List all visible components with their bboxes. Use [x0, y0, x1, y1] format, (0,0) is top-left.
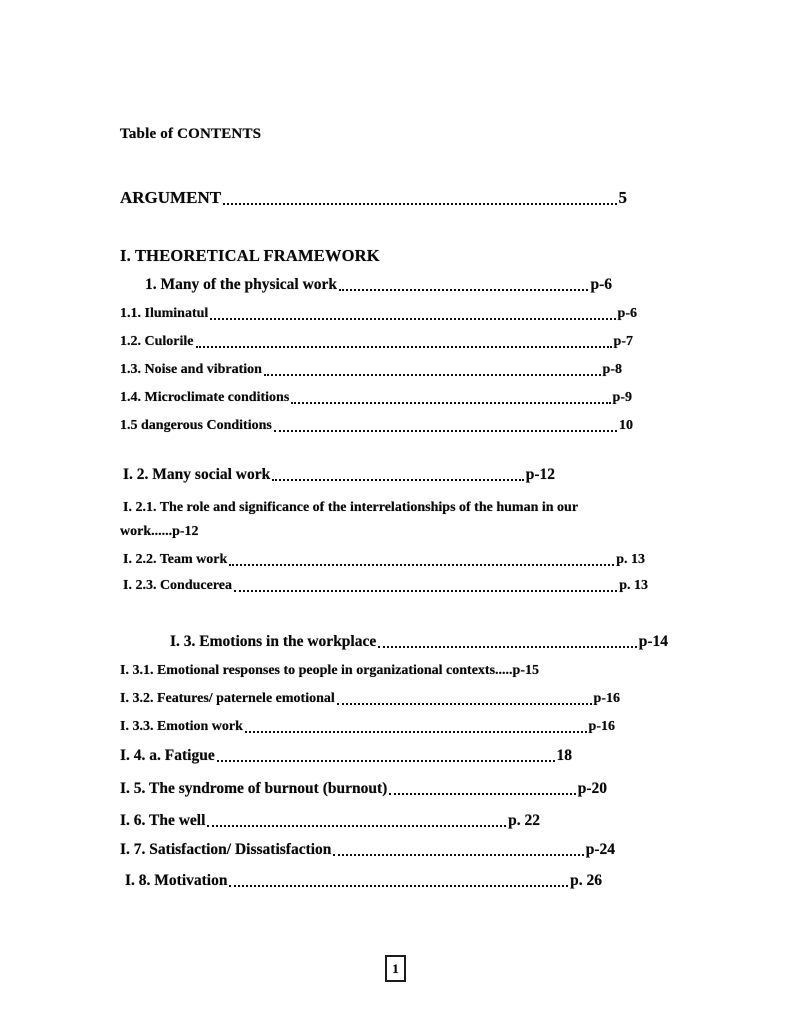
page-number [385, 955, 406, 982]
toc-heading-theoretical-framework [120, 246, 380, 266]
toc-entry-page: 5 [618, 188, 627, 207]
toc-entry-label: ARGUMENT [120, 188, 222, 207]
toc-entry-label: I. 2.1. The role and significance of the interrelationships of the human in our [123, 500, 579, 515]
page-number-value: 1 [392, 960, 399, 976]
toc-entry-label: I. 2. Many social work [123, 466, 271, 483]
toc-entry-page: p-9 [612, 390, 632, 405]
dot-leader [272, 479, 523, 481]
toc-entry-page: p-20 [577, 780, 607, 797]
toc-entry-label: 1.3. Noise and vibration [120, 362, 262, 377]
toc-entry-label: 1.1. Iluminatul [120, 306, 209, 321]
toc-entry-label: 1.5 dangerous Conditions [120, 418, 272, 433]
toc-entry-culorile [120, 334, 633, 350]
toc-entry-label: I. 4. a. Fatigue [120, 747, 215, 764]
dot-leader [207, 825, 506, 827]
toc-entry-label: I. 3.2. Features/ paternele emotional [120, 691, 335, 706]
toc-entry-label: I. THEORETICAL FRAMEWORK [120, 246, 380, 265]
page-title: Table of CONTENTS [120, 126, 262, 142]
toc-entry-label: I. 3. Emotions in the workplace [170, 633, 377, 650]
toc-entry-page: p-14 [638, 633, 668, 650]
toc-entry-label: work......p-12 [120, 524, 199, 539]
toc-entry-interrelationships-line1 [123, 500, 578, 516]
dot-leader [245, 731, 587, 733]
toc-entry-label: 1. Many of the physical work [145, 276, 338, 293]
toc-entry-emotions-workplace [170, 633, 668, 651]
toc-entry-page: p-12 [525, 466, 555, 483]
toc-entry-the-well [120, 812, 540, 830]
toc-entry-label: I. 5. The syndrome of burnout (burnout) [120, 780, 388, 797]
toc-entry-page: p. 13 [619, 578, 648, 593]
toc-entry-burnout [120, 780, 607, 798]
dot-leader [389, 793, 575, 795]
dot-leader [264, 374, 601, 376]
toc-entry-physical-work [145, 276, 612, 294]
toc-entry-emotion-work [120, 719, 615, 735]
dot-leader [234, 590, 617, 592]
dot-leader [217, 760, 555, 762]
toc-entry-label: 1.2. Culorile [120, 334, 194, 349]
toc-entry-page: p-6 [617, 306, 637, 321]
dot-leader [378, 646, 636, 648]
toc-entry-motivation [125, 872, 602, 890]
toc-entry-features-paternele [120, 691, 620, 707]
dot-leader [333, 854, 583, 856]
toc-entry-label: I. 7. Satisfaction/ Dissatisfaction [120, 841, 332, 858]
toc-entry-page: p-16 [588, 719, 615, 734]
dot-leader [229, 564, 614, 566]
toc-entry-label: 1.4. Microclimate conditions [120, 390, 290, 405]
toc-entry-label: I. 3.1. Emotional responses to people in organizational contexts.....p-15 [120, 663, 539, 678]
dot-leader [274, 430, 617, 432]
toc-entry-microclimate [120, 390, 632, 406]
toc-entry-page: p-7 [613, 334, 633, 349]
toc-entry-label: I. 6. The well [120, 812, 206, 829]
toc-entry-label: I. 8. Motivation [125, 872, 228, 889]
toc-entry-page: p. 22 [508, 812, 540, 829]
toc-entry-dangerous-conditions [120, 418, 633, 434]
dot-leader [210, 318, 615, 320]
toc-entry-team-work [123, 552, 645, 568]
toc-entry-page: 18 [556, 747, 572, 764]
toc-entry-page: p-16 [593, 691, 620, 706]
toc-entry-iluminatul [120, 306, 637, 322]
toc-entry-fatigue [120, 747, 572, 765]
toc-entry-page: p-8 [602, 362, 622, 377]
toc-entry-satisfaction [120, 841, 615, 859]
toc-entry-label: I. 2.3. Conducerea [123, 578, 233, 593]
toc-entry-page: p. 26 [570, 872, 602, 889]
toc-entry-label: I. 3.3. Emotion work [120, 719, 243, 734]
dot-leader [337, 703, 592, 705]
toc-entry-label: I. 2.2. Team work [123, 552, 228, 567]
toc-entry-argument [120, 188, 627, 208]
toc-entry-noise-vibration [120, 362, 622, 378]
toc-entry-emotional-responses [120, 663, 539, 679]
toc-entry-interrelationships-line2 [120, 524, 199, 540]
toc-entry-page: p-6 [590, 276, 612, 293]
toc-entry-conducerea [123, 578, 648, 594]
toc-entry-page: 10 [619, 418, 633, 433]
dot-leader [229, 885, 568, 887]
toc-entry-social-work [123, 466, 555, 484]
dot-leader [291, 402, 610, 404]
dot-leader [223, 203, 616, 205]
dot-leader [196, 346, 612, 348]
dot-leader [339, 289, 588, 291]
toc-entry-page: p-24 [585, 841, 615, 858]
toc-entry-page: p. 13 [616, 552, 645, 567]
